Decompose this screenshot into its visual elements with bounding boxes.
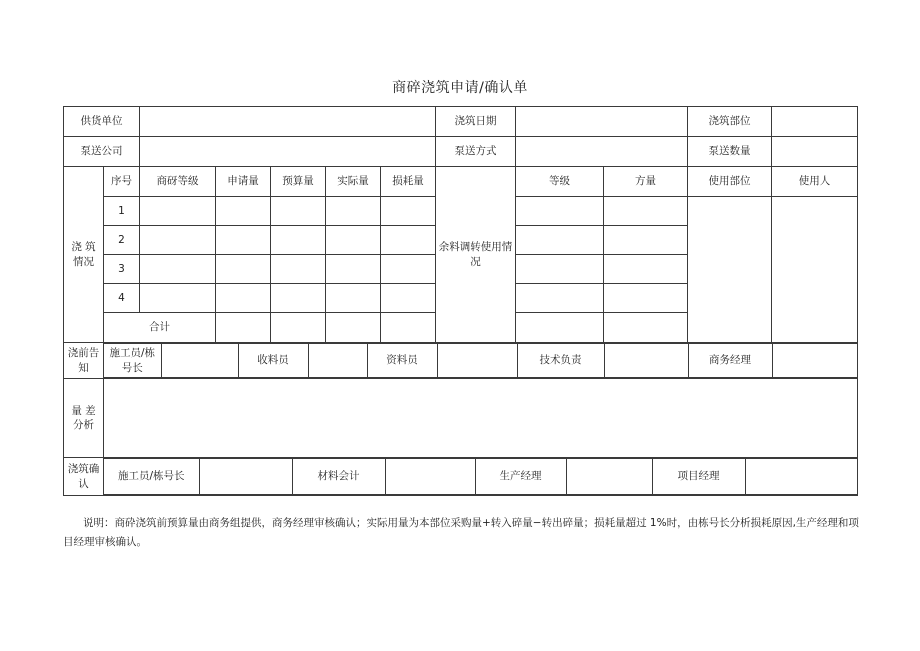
supplier-label: 供货单位 [64, 107, 140, 137]
total-applied-cell[interactable] [216, 313, 271, 343]
budget-cell[interactable] [271, 226, 326, 255]
row-number: 1 [104, 197, 140, 226]
analysis-label: 量 差 分析 [64, 379, 104, 458]
notice-sign-receiver[interactable] [308, 344, 367, 378]
notice-sign-archivist[interactable] [437, 344, 517, 378]
notice-role-commercial: 商务经理 [688, 344, 772, 378]
pump-quantity-label: 泵送数量 [688, 137, 772, 167]
confirm-sign-project[interactable] [745, 459, 858, 495]
pour-confirmation-row [64, 458, 858, 496]
pump-method-field[interactable] [516, 137, 688, 167]
transfer-volume-cell[interactable] [604, 226, 688, 255]
transfer-location-cell[interactable] [688, 197, 772, 343]
confirm-role-production: 生产经理 [475, 459, 566, 495]
col-grade: 商砑等级 [140, 167, 216, 197]
grade-cell[interactable] [140, 197, 216, 226]
transfer-label: 余料调转使用情况 [436, 167, 516, 343]
notice-role-construction: 施工员/栋号长 [104, 344, 161, 378]
col-seq: 序号 [104, 167, 140, 197]
pour-columns-row [64, 167, 858, 197]
pour-location-field[interactable] [772, 107, 858, 137]
confirm-role-accountant: 材料会计 [292, 459, 385, 495]
actual-cell[interactable] [326, 197, 381, 226]
applied-cell[interactable] [216, 284, 271, 313]
supplier-row [64, 107, 858, 137]
actual-cell[interactable] [326, 255, 381, 284]
pour-date-field[interactable] [516, 107, 688, 137]
grade-cell[interactable] [140, 284, 216, 313]
total-label: 合计 [104, 313, 216, 343]
transfer-grade-cell[interactable] [516, 197, 604, 226]
confirm-label: 浇筑确认 [64, 458, 104, 496]
col-transfer-location: 使用部位 [688, 167, 772, 197]
notice-role-technical: 技术负责 [517, 344, 604, 378]
pour-location-label: 浇筑部位 [688, 107, 772, 137]
loss-cell[interactable] [381, 226, 436, 255]
applied-cell[interactable] [216, 226, 271, 255]
pre-pour-notice-row [64, 343, 858, 379]
transfer-grade-cell[interactable] [516, 255, 604, 284]
col-applied: 申请量 [216, 167, 271, 197]
total-budget-cell[interactable] [271, 313, 326, 343]
row-number: 2 [104, 226, 140, 255]
notice-sign-commercial[interactable] [772, 344, 858, 378]
pump-method-label: 泵送方式 [436, 137, 516, 167]
total-transfer-volume-cell[interactable] [604, 313, 688, 343]
confirm-sign-accountant[interactable] [385, 459, 475, 495]
total-actual-cell[interactable] [326, 313, 381, 343]
confirm-role-construction: 施工员/栋号长 [104, 459, 199, 495]
transfer-volume-cell[interactable] [604, 255, 688, 284]
notice-label: 浇前告知 [64, 343, 104, 379]
actual-cell[interactable] [326, 284, 381, 313]
transfer-grade-cell[interactable] [516, 226, 604, 255]
notice-role-archivist: 资料员 [367, 344, 437, 378]
loss-cell[interactable] [381, 197, 436, 226]
pour-date-label: 浇筑日期 [436, 107, 516, 137]
transfer-volume-cell[interactable] [604, 284, 688, 313]
col-actual: 实际量 [326, 167, 381, 197]
quantity-analysis-row [64, 379, 858, 458]
row-number: 4 [104, 284, 140, 313]
budget-cell[interactable] [271, 197, 326, 226]
budget-cell[interactable] [271, 284, 326, 313]
notice-sign-technical[interactable] [604, 344, 688, 378]
grade-cell[interactable] [140, 255, 216, 284]
col-transfer-grade: 等级 [516, 167, 604, 197]
total-transfer-grade-cell[interactable] [516, 313, 604, 343]
notice-role-receiver: 收料员 [238, 344, 308, 378]
pour-application-form [63, 106, 858, 496]
pump-company-field[interactable] [140, 137, 436, 167]
analysis-field[interactable] [104, 379, 858, 458]
page-title: 商碎浇筑申请/确认单 [392, 80, 528, 96]
applied-cell[interactable] [216, 255, 271, 284]
row-number: 3 [104, 255, 140, 284]
explanation-note: 说明：商砕浇筑前预算量由商务组提供，商务经理审核确认；实际用量为本部位采购量+转入碎量−转出碎量；损耗量超过 1%时，由栋号长分析损耗原因,生产经理和项目经理审核确认。 [63, 517, 859, 548]
col-budget: 预算量 [271, 167, 326, 197]
total-loss-cell[interactable] [381, 313, 436, 343]
transfer-grade-cell[interactable] [516, 284, 604, 313]
loss-cell[interactable] [381, 284, 436, 313]
transfer-volume-cell[interactable] [604, 197, 688, 226]
supplier-field[interactable] [140, 107, 436, 137]
actual-cell[interactable] [326, 226, 381, 255]
confirm-role-project: 项目经理 [652, 459, 745, 495]
budget-cell[interactable] [271, 255, 326, 284]
col-transfer-volume: 方量 [604, 167, 688, 197]
confirm-sign-production[interactable] [566, 459, 652, 495]
grade-cell[interactable] [140, 226, 216, 255]
loss-cell[interactable] [381, 255, 436, 284]
col-loss: 损耗量 [381, 167, 436, 197]
notice-sign-construction[interactable] [161, 344, 238, 378]
pump-quantity-field[interactable] [772, 137, 858, 167]
col-transfer-user: 使用人 [772, 167, 858, 197]
pour-side-label: 浇 筑 情况 [64, 167, 104, 343]
pump-company-label: 泵送公司 [64, 137, 140, 167]
transfer-user-cell[interactable] [772, 197, 858, 343]
pump-row [64, 137, 858, 167]
confirm-sign-construction[interactable] [199, 459, 292, 495]
applied-cell[interactable] [216, 197, 271, 226]
